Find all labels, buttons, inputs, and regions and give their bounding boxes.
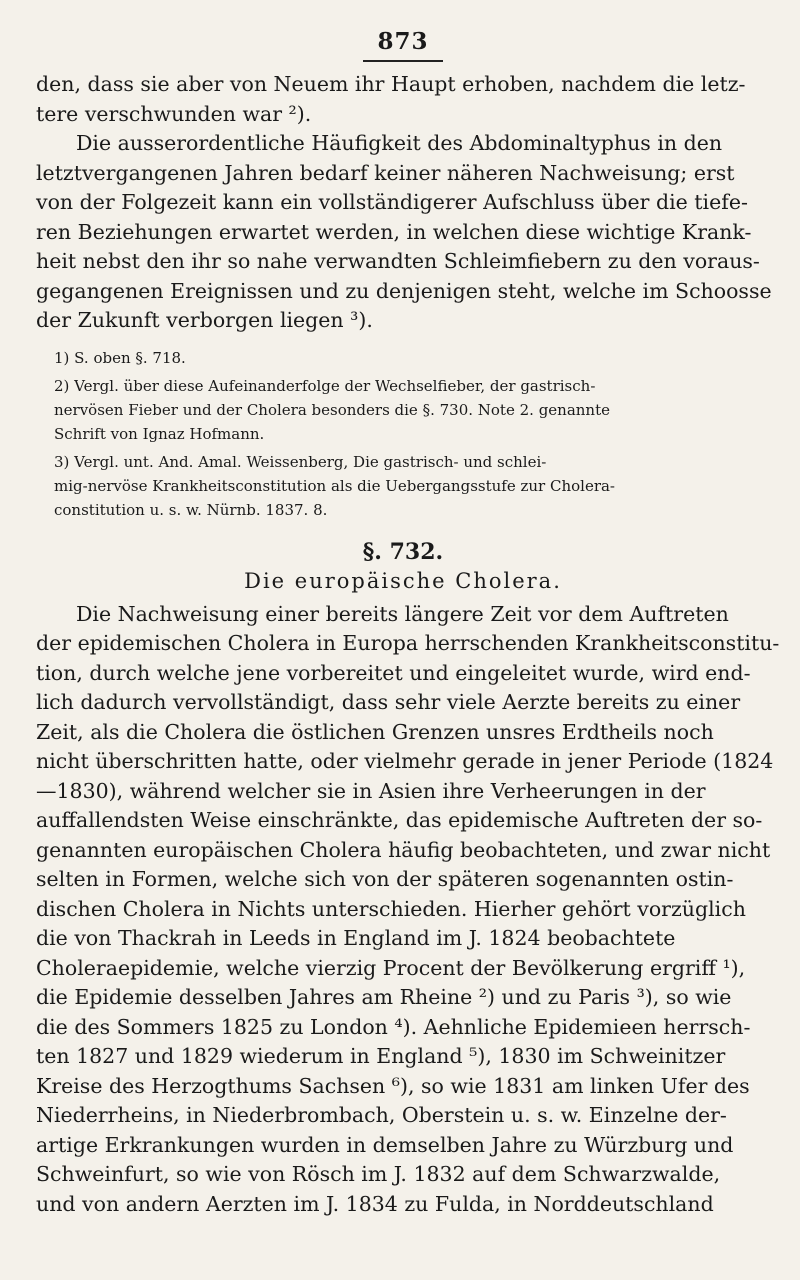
footnote-line: 3) Vergl. unt. And. Amal. Weissenberg, Die gastrisch- und schlei-	[54, 452, 547, 471]
text-line: die von Thackrah in Leeds in England im J. 1824 beobachtete	[36, 926, 676, 950]
text-line: Die Nachweisung einer bereits längere Zeit vor dem Auftreten	[76, 601, 729, 626]
text-line: artige Erkrankungen wurden in demselben Jahre zu Würzburg und	[36, 1132, 734, 1157]
footnote-line: 1) S. oben §. 718.	[54, 348, 186, 367]
text-line: die des Sommers 1825 zu London ⁴). Aehnliche Epidemieen herrsch-	[36, 1014, 751, 1039]
text-line: ten 1827 und 1829 wiederum in England ⁵), 1830 im Schweinitzer	[36, 1044, 726, 1068]
footnote-line: mig-nervöse Krankheitsconstitution als die Uebergangsstufe zur Cholera-	[54, 476, 615, 495]
text-line: von der Folgezeit kann ein vollständigerer Aufschluss über die tiefe-	[36, 190, 748, 214]
text-line: ren Beziehungen erwartet werden, in welchen diese wichtige Krank-	[36, 219, 752, 244]
footnotes	[36, 346, 770, 522]
footnote-line: Schrift von Ignaz Hofmann.	[54, 424, 265, 443]
footnote-line: 2) Vergl. über diese Aufeinanderfolge der Wechselfieber, der gastrisch-	[54, 376, 596, 395]
text-line: gegangenen Ereignissen und zu denjenigen steht, welche im Schoosse	[36, 278, 772, 303]
text-line: tion, durch welche jene vorbereitet und eingeleitet wurde, wird end-	[36, 660, 751, 685]
intro-paragraph	[36, 70, 770, 129]
footnote-1	[36, 346, 770, 370]
section-number: §. 732.	[362, 538, 444, 565]
text-line: die Epidemie desselben Jahres am Rheine ²) und zu Paris ³), so wie	[36, 985, 732, 1009]
text-line: letztvergangenen Jahren bedarf keiner näheren Nachweisung; erst	[36, 160, 735, 185]
header-rule	[363, 60, 443, 62]
text-line: der epidemischen Cholera in Europa herrschenden Krankheitsconstitu-	[36, 631, 780, 655]
text-line: lich dadurch vervollständigt, dass sehr viele Aerzte bereits zu einer	[36, 690, 741, 714]
footnote-line: nervösen Fieber und der Cholera besonders die §. 730. Note 2. genannte	[54, 400, 610, 419]
text-line: und von andern Aerzten im J. 1834 zu Fulda, in Norddeutschland	[36, 1191, 714, 1216]
text-line: Niederrheins, in Niederbrombach, Oberstein u. s. w. Einzelne der-	[36, 1103, 727, 1127]
text-line: der Zukunft verborgen liegen ³).	[36, 308, 373, 332]
text-line: nicht überschritten hatte, oder vielmehr gerade in jener Periode (1824	[36, 749, 774, 773]
paragraph-abdominaltyphus	[36, 129, 770, 336]
page-number: 873	[377, 28, 429, 55]
text-line: Kreise des Herzogthums Sachsen ⁶), so wie 1831 am linken Ufer des	[36, 1073, 750, 1098]
text-line: tere verschwunden war ²).	[36, 101, 312, 126]
text-line: genannten europäischen Cholera häufig beobachteten, und zwar nicht	[36, 837, 771, 862]
footnote-3	[36, 450, 770, 522]
text-line: Die ausserordentliche Häufigkeit des Abdominaltyphus in den	[76, 131, 723, 155]
paragraph-europaeische-cholera	[36, 600, 780, 1220]
text-line: selten in Formen, welche sich von der späteren sogenannten ostin-	[36, 867, 734, 891]
text-line: Schweinfurt, so wie von Rösch im J. 1832 auf dem Schwarzwalde,	[36, 1162, 721, 1186]
section-title: Die europäische Cholera.	[244, 568, 562, 593]
text-line: dischen Cholera in Nichts unterschieden. Hierher gehört vorzüglich	[36, 896, 746, 921]
text-line: den, dass sie aber von Neuem ihr Haupt erhoben, nachdem die letz-	[36, 72, 746, 96]
text-line: Zeit, als die Cholera die östlichen Grenzen unsres Erdtheils noch	[36, 719, 714, 744]
text-line: Choleraepidemie, welche vierzig Procent der Bevölkerung ergriff ¹),	[36, 955, 746, 980]
text-line: —1830), während welcher sie in Asien ihre Verheerungen in der	[36, 778, 706, 803]
footnote-2	[36, 374, 770, 446]
text-line: auffallendsten Weise einschränkte, das epidemische Auftreten der so-	[36, 808, 763, 832]
text-line: heit nebst den ihr so nahe verwandten Schleimfiebern zu den voraus-	[36, 249, 760, 273]
footnote-line: constitution u. s. w. Nürnb. 1837. 8.	[54, 500, 328, 519]
